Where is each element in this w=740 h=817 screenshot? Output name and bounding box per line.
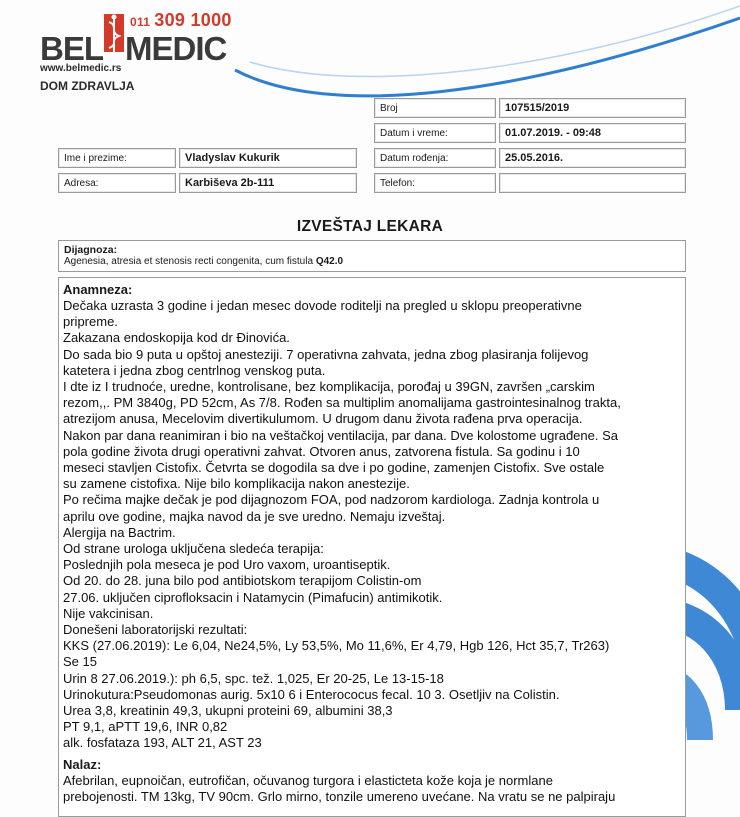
anamnesis-line: I dte iz I trudnoće, uredne, kontrolisane, bez komplikacija, porođaj u 39GN, završen „carskim xyxy=(63,379,595,395)
adresa-label-cell xyxy=(58,173,176,193)
rodjenje-value: 25.05.2016. xyxy=(505,152,564,164)
findings-label: Nalaz: xyxy=(63,756,102,772)
page-title: IZVEŠTAJ LEKARA xyxy=(296,218,444,235)
website: www.belmedic.rs xyxy=(40,63,122,74)
anamnesis-line: Poslednjih pola meseca je pod Uro vaxom, uroantiseptik. xyxy=(63,557,391,573)
anamnesis-line: Se 15 xyxy=(63,654,97,670)
anamnesis-line: aprilu ove godine, majka navod da je sve uredno. Nemaju izveštaj. xyxy=(63,508,446,524)
findings-line: prebojenosti. TM 13kg, TV 90cm. Grlo mirno, tonzile umereno uvećane. Na vratu se ne palpiraju xyxy=(63,788,616,804)
ime-value: Vladyslav Kukurik xyxy=(185,152,280,164)
ime-label: Ime i prezime: xyxy=(64,152,127,164)
telefon-value-cell xyxy=(499,173,686,193)
anamnesis-text xyxy=(63,298,681,752)
broj-value-cell xyxy=(499,98,686,118)
report-body xyxy=(58,277,686,817)
findings-line: Afebrilan, eupnoičan, eutrofičan, očuvanog turgora i elasticteta kože koja je normlane xyxy=(63,772,553,788)
rodjenje-label-cell xyxy=(374,148,496,168)
diagnosis-code: Q42.0 xyxy=(315,256,344,267)
anamnesis-line: Od 20. do 28. juna bilo pod antibiotskom terapijom Colistin-om xyxy=(63,573,422,589)
diagnosis-label: Dijagnoza: xyxy=(64,244,118,256)
anamnesis-line: Od strane urologa uključena sledeća terapija: xyxy=(63,541,324,557)
ime-label-cell xyxy=(58,148,176,168)
phone-number xyxy=(130,10,232,31)
anamnesis-line: Nakon par dana reanimiran i bio na veštačkoj ventilacija, par dana. Dve kolostome ugrađene. Sa xyxy=(63,427,618,443)
anamnesis-line: Urinokutura:Pseudomonas aurig. 5x10 6 i Enterococus fecal. 10 3. Osetljiv na Colistin. xyxy=(63,686,560,702)
findings-text xyxy=(63,773,681,805)
anamnesis-line: 27.06. uključen ciprofloksacin i Natamycin (Pimafucin) antimikotik. xyxy=(63,589,443,605)
anamnesis-line: pola godine života drugi operativni zahvat. Otvoren anus, zatvorena fistula. Sa godinu i 10 xyxy=(63,443,580,459)
anamnesis-line: Donešeni laboratorijski rezultati: xyxy=(63,622,248,638)
phone-main: 309 1000 xyxy=(154,10,232,30)
brand-right: MEDIC xyxy=(125,30,227,67)
anamnesis-line: Zakazana endoskopija kod dr Đinovića. xyxy=(63,330,290,346)
adresa-label: Adresa: xyxy=(64,177,99,189)
anamnesis-line: pripreme. xyxy=(63,314,118,330)
anamnesis-line: Nije vakcinisan. xyxy=(63,605,154,621)
diagnosis-text: Agenesia, atresia et stenosis recti congenita, cum fistula xyxy=(64,256,314,267)
header-swoosh-shadow xyxy=(250,6,740,77)
anamnesis-line: su zamene cistofixa. Nije bilo komplikacija nakon anestezije. xyxy=(63,476,410,492)
anamnesis-line: Po rečima majke dečak je pod dijagnozom FOA, pod nadzorom kardiologa. Zadnja kontrola u xyxy=(63,492,600,508)
anamnesis-line: Dečaka uzrasta 3 godine i jedan mesec dovode roditelji na pregled u sklopu preoperativne xyxy=(63,298,582,313)
clinic-subtitle: DOM ZDRAVLJA xyxy=(40,79,135,93)
datum-label-cell xyxy=(374,123,496,143)
telefon-label-cell xyxy=(374,173,496,193)
anamnesis-line: atrezijom anusa, Mecelovim divertikulumom. U drugom danu života rađena prva operacija. xyxy=(63,411,583,427)
anamnesis-label: Anamneza: xyxy=(63,282,133,297)
anamnesis-line: meseci stavljen Cistofix. Četvrta se dogodila sa dve i po godine, zamenjen Cistofix. Sve ostale xyxy=(63,460,605,476)
adresa-value-cell xyxy=(179,173,357,193)
anamnesis-line: katetera i jedna zbog centrlnog venskog puta. xyxy=(63,362,326,378)
anamnesis-line: Urea 3,8, kreatinin 49,3, ukupni proteini 69, albumini 38,3 xyxy=(63,703,393,719)
adresa-value: Karbiševa 2b-111 xyxy=(185,177,275,189)
anamnesis-line: alk. fosfataza 193, ALT 21, AST 23 xyxy=(63,735,262,751)
phone-prefix: 011 xyxy=(130,15,151,29)
anamnesis-line: Alergija na Bactrim. xyxy=(63,524,176,540)
anamnesis-line: rezom,,. PM 3840g, PD 52cm, As 7/8. Rođen sa multiplim anomalijama gastrointesinalnog trakta, xyxy=(63,395,621,411)
ime-value-cell xyxy=(179,148,357,168)
diagnosis-box xyxy=(58,240,686,272)
anamnesis-line: Do sada bio 9 puta u opštoj anesteziji. 7 operativna zahvata, jedna zbog plasiranja folijevog xyxy=(63,346,589,362)
broj-label: Broj xyxy=(380,102,398,114)
rodjenje-label: Datum rođenja: xyxy=(380,152,449,164)
broj-label-cell xyxy=(374,98,496,118)
anamnesis-line: Urin 8 27.06.2019.): ph 6,5, spc. tež. 1,025, Er 20-25, Le 13-15-18 xyxy=(63,670,444,686)
telefon-label: Telefon: xyxy=(380,177,416,189)
anamnesis-line: KKS (27.06.2019): Le 6,04, Ne24,5%, Ly 53,5%, Mo 11,6%, Er 4,79, Hgb 126, Hct 35,7, Tr263) xyxy=(63,638,610,654)
header-swoosh xyxy=(235,18,740,96)
datum-value: 01.07.2019. - 09:48 xyxy=(505,127,602,139)
rodjenje-value-cell xyxy=(499,148,686,168)
brand-left: BEL xyxy=(40,30,103,67)
diagnosis-line xyxy=(64,256,680,267)
datum-value-cell xyxy=(499,123,686,143)
datum-label: Datum i vreme: xyxy=(380,127,448,139)
anamnesis-line: PT 9,1, aPTT 19,6, INR 0,82 xyxy=(63,719,228,735)
broj-value: 107515/2019 xyxy=(505,102,570,114)
